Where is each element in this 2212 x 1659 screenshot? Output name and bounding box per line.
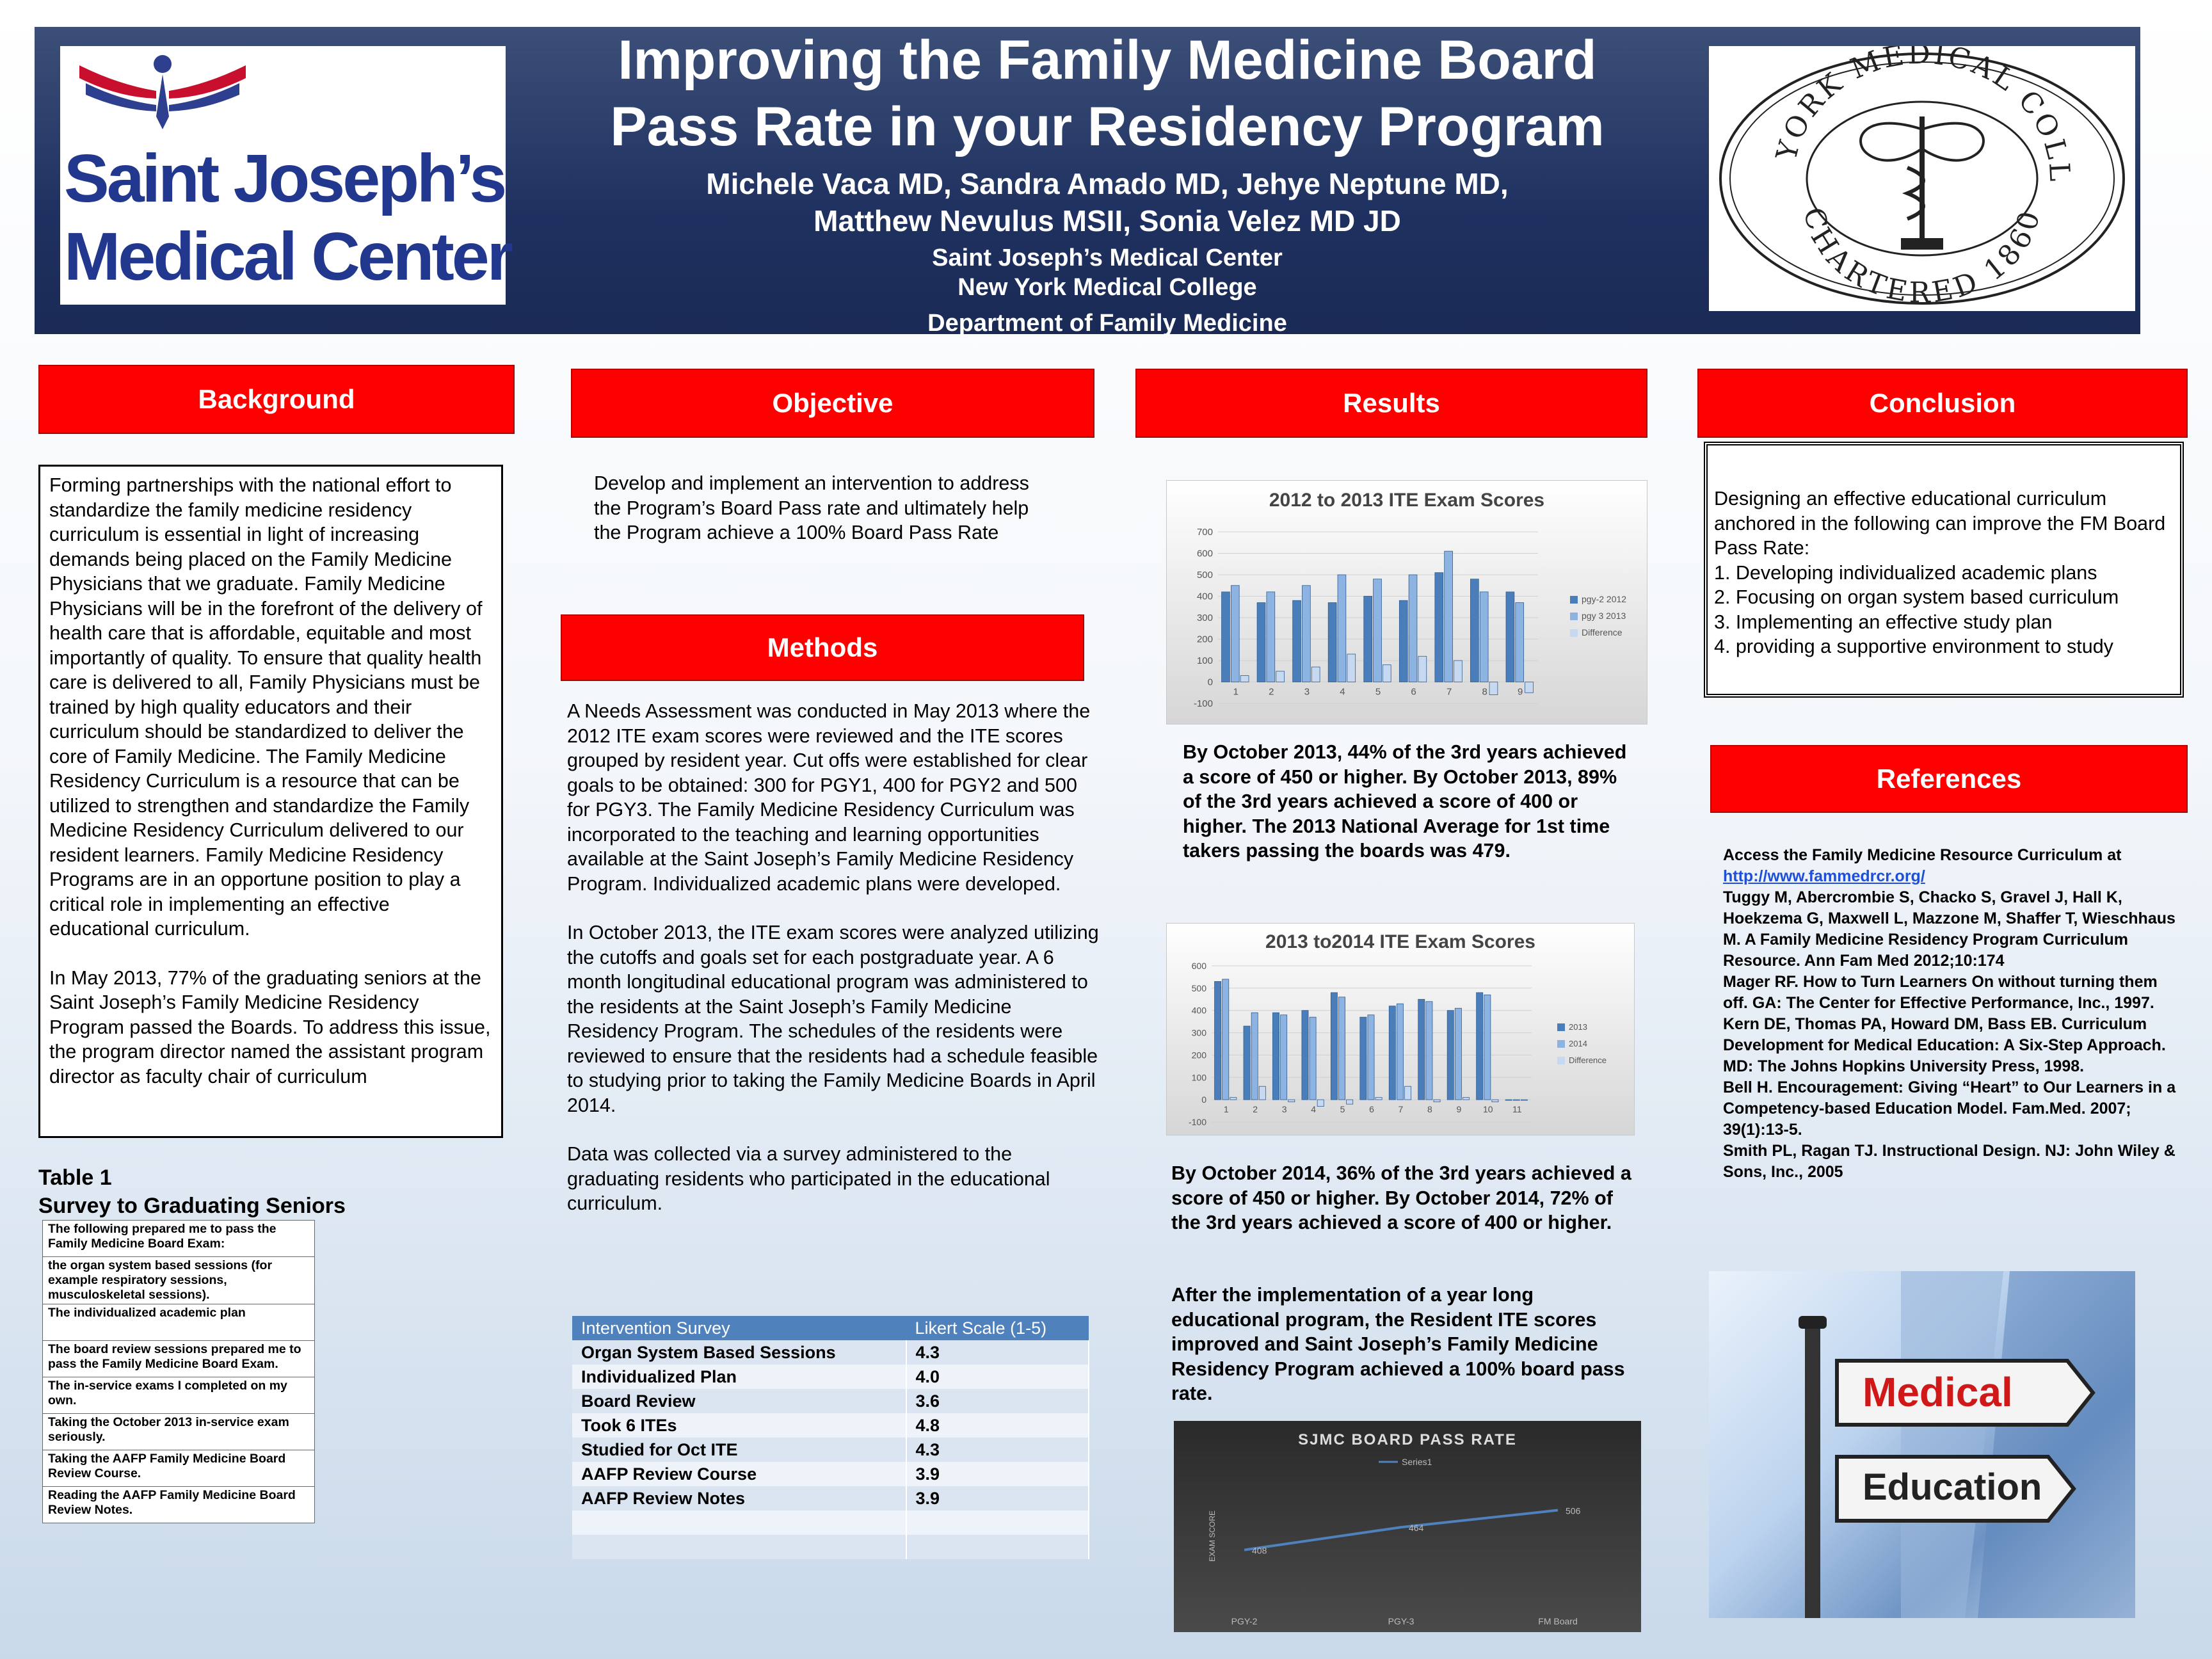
reference-access-text: Access the Family Medicine Resource Curriculum at — [1723, 846, 2122, 864]
bar — [1281, 1015, 1287, 1100]
nymc-seal-icon — [1709, 46, 2135, 311]
survey-score — [906, 1535, 1089, 1559]
bar — [1347, 1100, 1353, 1104]
table1-row — [43, 1414, 315, 1450]
chart2-plot — [1167, 924, 1634, 1135]
reference-item: Mager RF. How to Turn Learners On without turning them off. GA: The Center for Effective Performance, Inc., 1997. — [1723, 973, 2158, 1012]
methods-para-3: Data was collected via a survey administered to the graduating residents who participated in the educational curriculum. — [567, 1143, 1050, 1214]
y-tick-label: 300 — [1196, 613, 1213, 623]
y-tick-label: 100 — [1196, 655, 1213, 666]
table1-cell: The following prepared me to pass the Family Medicine Board Exam: — [43, 1221, 315, 1257]
bar — [1293, 600, 1301, 682]
bar — [1426, 1002, 1432, 1100]
medical-education-image — [1709, 1271, 2135, 1618]
bar — [1244, 1026, 1250, 1100]
table1-cell: The in-service exams I completed on my own. — [43, 1377, 315, 1414]
x-tick-label: 3 — [1304, 686, 1310, 698]
bar — [1360, 1017, 1366, 1100]
table1-row — [43, 1257, 315, 1304]
table1-cell: Taking the AAFP Family Medicine Board Review Course. — [43, 1450, 315, 1487]
seal-bottom-text: CHARTERED 1860 — [1797, 204, 2048, 310]
survey-item: AAFP Review Notes — [572, 1486, 906, 1511]
bar — [1447, 1011, 1454, 1100]
table1-cell: the organ system based sessions (for example respiratory sessions, musculoskeletal sessions). — [43, 1257, 315, 1304]
bar — [1418, 656, 1427, 682]
chart3-plot — [1174, 1421, 1641, 1632]
authors-line1: Michele Vaca MD, Sandra Amado MD, Jehye Neptune MD, — [706, 167, 1509, 200]
bar — [1272, 1013, 1279, 1100]
data-label: 408 — [1252, 1545, 1267, 1556]
seal-top-text: YORK MEDICAL COLL — [1770, 46, 2076, 185]
poster-title-line1: Improving the Family Medicine Board — [618, 29, 1597, 91]
bar — [1445, 551, 1453, 682]
bar — [1506, 592, 1514, 682]
bar — [1222, 592, 1230, 682]
x-tick-label: 3 — [1281, 1104, 1287, 1115]
x-tick-label: 2 — [1253, 1104, 1258, 1115]
table1-row — [43, 1304, 315, 1341]
data-label: 506 — [1566, 1505, 1581, 1516]
legend-swatch — [1557, 1057, 1565, 1064]
series-line — [1244, 1511, 1558, 1550]
bar — [1368, 1015, 1374, 1100]
bar — [1230, 1098, 1237, 1100]
survey-row — [572, 1462, 1089, 1486]
y-tick-label: -100 — [1188, 1117, 1206, 1127]
bar — [1267, 592, 1275, 682]
reference-item: Smith PL, Ragan TJ. Instructional Design. NJ: John Wiley & Sons, Inc., 2005 — [1723, 1142, 2176, 1181]
results-text-2: By October 2014, 36% of the 3rd years achieved a score of 450 or higher. By October 2014, 72% of the 3rd years achieved a score of 400 or higher. — [1171, 1162, 1631, 1233]
background-heading: Background — [38, 365, 515, 434]
y-tick-label: 600 — [1191, 961, 1206, 971]
x-tick-label: 1 — [1223, 1104, 1229, 1115]
legend-label: Series1 — [1402, 1457, 1432, 1467]
survey-score: 4.3 — [906, 1340, 1089, 1365]
table1-row — [43, 1221, 315, 1257]
y-axis-label: EXAM SCORE — [1208, 1510, 1217, 1562]
survey-row — [572, 1389, 1089, 1413]
survey-row — [572, 1511, 1089, 1535]
bar — [1409, 575, 1417, 682]
table1-cell: The individualized academic plan — [43, 1304, 315, 1341]
methods-text — [567, 699, 1105, 1216]
survey-score: 4.8 — [906, 1413, 1089, 1438]
methods-heading: Methods — [561, 614, 1084, 681]
bar — [1389, 1006, 1395, 1100]
legend-swatch — [1570, 629, 1578, 637]
chart-board-pass-rate — [1174, 1421, 1641, 1632]
survey-row — [572, 1413, 1089, 1438]
survey-score: 3.9 — [906, 1462, 1089, 1486]
poster-title-line2: Pass Rate in your Residency Program — [610, 96, 1605, 157]
bar — [1435, 573, 1443, 682]
background-para-1: Forming partnerships with the national effort to standardize the family medicine residency curriculum is essential in light of increasing demands being placed on the Family Medicine Physicians that we graduate. Family Medicine Physicians will be in the forefront of the delivery of health care that is affordable, equitable and most importantly of quality. To ensure that quality health care is delivered to all, Family Physicians must be trained by high quality educators and their curriculum should be standardized to deliver the core of Family Medicine. The Family Medicine Residency Curriculum is a resource that can be utilized to strengthen and standardize the Family Medicine Residency Curriculum delivered to our resident learners. Family Medicine Residency Programs are in an opportune position to play a critical role in implementing an effective educational curriculum. — [49, 474, 483, 940]
bar — [1251, 1013, 1258, 1100]
survey-item: Took 6 ITEs — [572, 1413, 906, 1438]
bar — [1455, 1008, 1461, 1100]
x-tick-label: 1 — [1233, 686, 1238, 698]
x-tick-label: FM Board — [1538, 1616, 1578, 1626]
objective-text: Develop and implement an intervention to address the Program’s Board Pass rate and ultimately help the Program achieve a 100% Board Pass Rate — [594, 472, 1029, 543]
table1-title: Table 1 — [38, 1166, 112, 1190]
legend-label: Difference — [1582, 627, 1623, 637]
legend-label: pgy-2 2012 — [1582, 594, 1627, 604]
conclusion-item-4: 4. providing a supportive environment to study — [1714, 636, 2113, 657]
survey-row — [572, 1365, 1089, 1389]
logo-left-text-1: Saint Joseph’s — [64, 141, 505, 216]
saint-josephs-logo — [60, 46, 511, 305]
bar — [1418, 999, 1425, 1100]
chart2-title: 2013 to2014 ITE Exam Scores — [1265, 931, 1535, 952]
survey-score — [906, 1511, 1089, 1535]
bar — [1231, 586, 1239, 682]
chart3-title: SJMC BOARD PASS RATE — [1298, 1431, 1517, 1448]
chart-2013-2014 — [1166, 923, 1635, 1135]
bar — [1364, 597, 1372, 682]
references-list — [1723, 845, 2179, 1183]
chart1-title: 2012 to 2013 ITE Exam Scores — [1269, 490, 1545, 511]
svg-text:NEW YORK MEDICAL COLLEGE — [1709, 46, 2076, 184]
x-tick-label: 10 — [1483, 1104, 1493, 1115]
conclusion-intro: Designing an effective educational curriculum anchored in the following can improve the FM Board Pass Rate: — [1714, 488, 2166, 559]
intervention-survey-table — [572, 1316, 1089, 1559]
bar — [1338, 997, 1345, 1100]
legend-swatch — [1557, 1023, 1565, 1031]
legend-label: 2013 — [1569, 1022, 1587, 1032]
bar — [1347, 654, 1356, 682]
survey-row — [572, 1438, 1089, 1462]
survey-score: 4.3 — [906, 1438, 1089, 1462]
y-tick-label: 0 — [1201, 1094, 1206, 1105]
x-tick-label: 6 — [1411, 686, 1416, 698]
bar — [1463, 1098, 1469, 1100]
authors-line2: Matthew Nevulus MSII, Sonia Velez MD JD — [813, 204, 1401, 237]
legend-label: pgy 3 2013 — [1582, 611, 1626, 621]
legend-label: 2014 — [1569, 1039, 1587, 1048]
table1-row — [43, 1450, 315, 1487]
x-tick-label: 7 — [1446, 686, 1452, 698]
conclusion-item-1: 1. Developing individualized academic plans — [1714, 561, 2097, 584]
conclusion-item-3: 3. Implementing an effective study plan — [1714, 611, 2053, 633]
survey-item — [572, 1535, 906, 1559]
table1-row — [43, 1377, 315, 1414]
bar — [1397, 1004, 1403, 1100]
survey-score: 3.9 — [906, 1486, 1089, 1511]
bar — [1317, 1100, 1324, 1106]
x-tick-label: 9 — [1518, 686, 1523, 698]
y-tick-label: 600 — [1196, 548, 1213, 559]
chart-2012-2013 — [1166, 480, 1647, 725]
bar — [1434, 1100, 1440, 1102]
institution-1: Saint Joseph’s Medical Center — [932, 244, 1283, 271]
bar — [1328, 603, 1336, 682]
table1-row — [43, 1341, 315, 1377]
bar — [1516, 603, 1524, 682]
y-tick-label: 100 — [1191, 1072, 1206, 1083]
nymc-seal — [1709, 46, 2135, 311]
bar — [1454, 661, 1463, 682]
survey-row — [572, 1340, 1089, 1365]
conclusion-heading: Conclusion — [1697, 369, 2188, 438]
bar — [1240, 675, 1249, 682]
survey-score: 4.0 — [906, 1365, 1089, 1389]
table1-title-block — [38, 1164, 346, 1220]
table1-cell: Taking the October 2013 in-service exam seriously. — [43, 1414, 315, 1450]
bar — [1311, 667, 1320, 682]
institution-2: New York Medical College — [958, 274, 1257, 301]
bar — [1489, 682, 1498, 695]
bar — [1405, 1086, 1411, 1100]
survey-item: Studied for Oct ITE — [572, 1438, 906, 1462]
bar — [1338, 575, 1346, 682]
reference-link[interactable]: http://www.fammedrcr.org/ — [1723, 867, 1925, 885]
methods-para-2: In October 2013, the ITE exam scores were analyzed utilizing the cutoffs and goals set for each postgraduate year. A 6 month longitudinal educational program was administered to the residents at the Saint Joseph’s Family Medicine Residency Program. The schedules of the residents were reviewed to ensure that the residents had a schedule feasible to studying prior to taking the Family Medicine Boards in April 2014. — [567, 922, 1099, 1116]
title-block — [506, 27, 1709, 338]
bar — [1382, 665, 1391, 682]
bar — [1257, 603, 1265, 682]
conclusion-item-2: 2. Focusing on organ system based curriculum — [1714, 586, 2119, 608]
survey-item — [572, 1511, 906, 1535]
conclusion-box — [1704, 442, 2184, 698]
bar — [1374, 579, 1382, 682]
reference-item: Tuggy M, Abercrombie S, Chacko S, Gravel J, Hall K, Hoekzema G, Maxwell L, Mazzone M, Shaffer T, Wieschhaus M. A Family Medicine Residency Program Curriculum Resource. Ann Fam Med 2012;10:174 — [1723, 888, 2176, 970]
reference-item: Bell H. Encouragement: Giving “Heart” to Our Learners in a Competency-based Education Model. Fam.Med. 2007; 39(1):13-5. — [1723, 1078, 2176, 1139]
survey-item: Individualized Plan — [572, 1365, 906, 1389]
survey-col-header-1: Intervention Survey — [572, 1316, 906, 1340]
sign-education-text: Education — [1863, 1466, 2042, 1508]
bar — [1470, 579, 1479, 682]
bar — [1492, 1100, 1498, 1102]
sign-medical-text: Medical — [1863, 1369, 2013, 1415]
x-tick-label: 8 — [1482, 686, 1487, 698]
survey-item: AAFP Review Course — [572, 1462, 906, 1486]
signpost-icon — [1709, 1271, 2135, 1618]
bar — [1302, 1011, 1308, 1100]
bar — [1375, 1098, 1382, 1100]
bar — [1480, 592, 1488, 682]
x-tick-label: 4 — [1340, 686, 1345, 698]
x-tick-label: 8 — [1427, 1104, 1432, 1115]
table1-subtitle: Survey to Graduating Seniors — [38, 1194, 346, 1218]
y-tick-label: 700 — [1196, 527, 1213, 538]
y-tick-label: 400 — [1196, 591, 1213, 602]
department: Department of Family Medicine — [927, 310, 1287, 337]
survey-item: Organ System Based Sessions — [572, 1340, 906, 1365]
y-tick-label: 200 — [1196, 634, 1213, 645]
results-text-1: By October 2013, 44% of the 3rd years achieved a score of 450 or higher. By October 2013, 89% of the 3rd years achieved a score of 400 or higher. The 2013 National Average for 1st time takers passing the boards was 479. — [1183, 741, 1627, 862]
bar — [1259, 1086, 1265, 1100]
results-text-3: After the implementation of a year long educational program, the Resident ITE scores improved and Saint Joseph’s Family Medicine Residency Program achieved a 100% board pass rate. — [1171, 1284, 1625, 1404]
bar — [1288, 1100, 1295, 1102]
bar — [1222, 979, 1229, 1100]
methods-para-1: A Needs Assessment was conducted in May 2013 where the 2012 ITE exam scores were reviewed and the ITE scores grouped by resident year. Cut offs were established for clear goals to be obtained: 300 for PGY1, 400 for PGY2 and 500 for PGY3. The Family Medicine Residency Curriculum was incorporated to the teaching and learning opportunities available at the Saint Joseph’s Family Medicine Residency Program. Individualized academic plans were developed. — [567, 700, 1091, 895]
survey-score: 3.6 — [906, 1389, 1089, 1413]
table1-cell: Reading the AAFP Family Medicine Board Review Notes. — [43, 1487, 315, 1523]
bar — [1310, 1017, 1316, 1100]
bar — [1276, 671, 1285, 682]
x-tick-label: 5 — [1375, 686, 1381, 698]
bar — [1484, 995, 1491, 1100]
y-tick-label: -100 — [1193, 698, 1213, 709]
x-tick-label: 9 — [1456, 1104, 1462, 1115]
legend-swatch — [1570, 613, 1578, 620]
survey-col-header-2: Likert Scale (1-5) — [906, 1316, 1089, 1340]
x-tick-label: 7 — [1398, 1104, 1404, 1115]
bar — [1477, 993, 1483, 1100]
y-tick-label: 500 — [1191, 982, 1206, 993]
x-tick-label: PGY-2 — [1231, 1616, 1258, 1626]
x-tick-label: 6 — [1369, 1104, 1374, 1115]
legend-swatch — [1557, 1040, 1565, 1048]
x-tick-label: 2 — [1269, 686, 1274, 698]
bar — [1525, 682, 1534, 693]
references-heading: References — [1710, 745, 2188, 813]
survey-item: Board Review — [572, 1389, 906, 1413]
y-tick-label: 0 — [1207, 677, 1213, 688]
x-tick-label: PGY-3 — [1388, 1616, 1415, 1626]
chart1-plot — [1167, 481, 1647, 724]
bar — [1215, 981, 1221, 1100]
y-tick-label: 300 — [1191, 1027, 1206, 1038]
logo-left-text-2: Medical Center — [64, 219, 511, 294]
table1-survey — [42, 1220, 315, 1523]
y-tick-label: 500 — [1196, 570, 1213, 581]
bar — [1399, 600, 1407, 682]
x-tick-label: 4 — [1311, 1104, 1316, 1115]
objective-heading: Objective — [571, 369, 1094, 438]
survey-row — [572, 1535, 1089, 1559]
x-tick-label: 11 — [1512, 1104, 1522, 1115]
results-heading: Results — [1135, 369, 1647, 438]
legend-label: Difference — [1569, 1055, 1607, 1065]
table1-cell: The board review sessions prepared me to pass the Family Medicine Board Exam. — [43, 1341, 315, 1377]
bar — [1331, 993, 1337, 1100]
background-box — [38, 465, 503, 1138]
y-tick-label: 400 — [1191, 1005, 1206, 1016]
reference-item: Kern DE, Thomas PA, Howard DM, Bass EB. Curriculum Development for Medical Education: A Six-Step Approach. MD: The Johns Hopkins University Press, 1998. — [1723, 1015, 2166, 1075]
background-para-2: In May 2013, 77% of the graduating seniors at the Saint Joseph’s Family Medicine Residency Program passed the Boards. To address this issue, the program director named the assistant program director as faculty chair of curriculum — [49, 966, 491, 1087]
x-tick-label: 5 — [1340, 1104, 1345, 1115]
survey-row — [572, 1486, 1089, 1511]
y-tick-label: 200 — [1191, 1050, 1206, 1061]
bar — [1302, 586, 1310, 682]
legend-swatch — [1570, 596, 1578, 604]
table1-row — [43, 1487, 315, 1523]
data-label: 464 — [1409, 1523, 1424, 1534]
